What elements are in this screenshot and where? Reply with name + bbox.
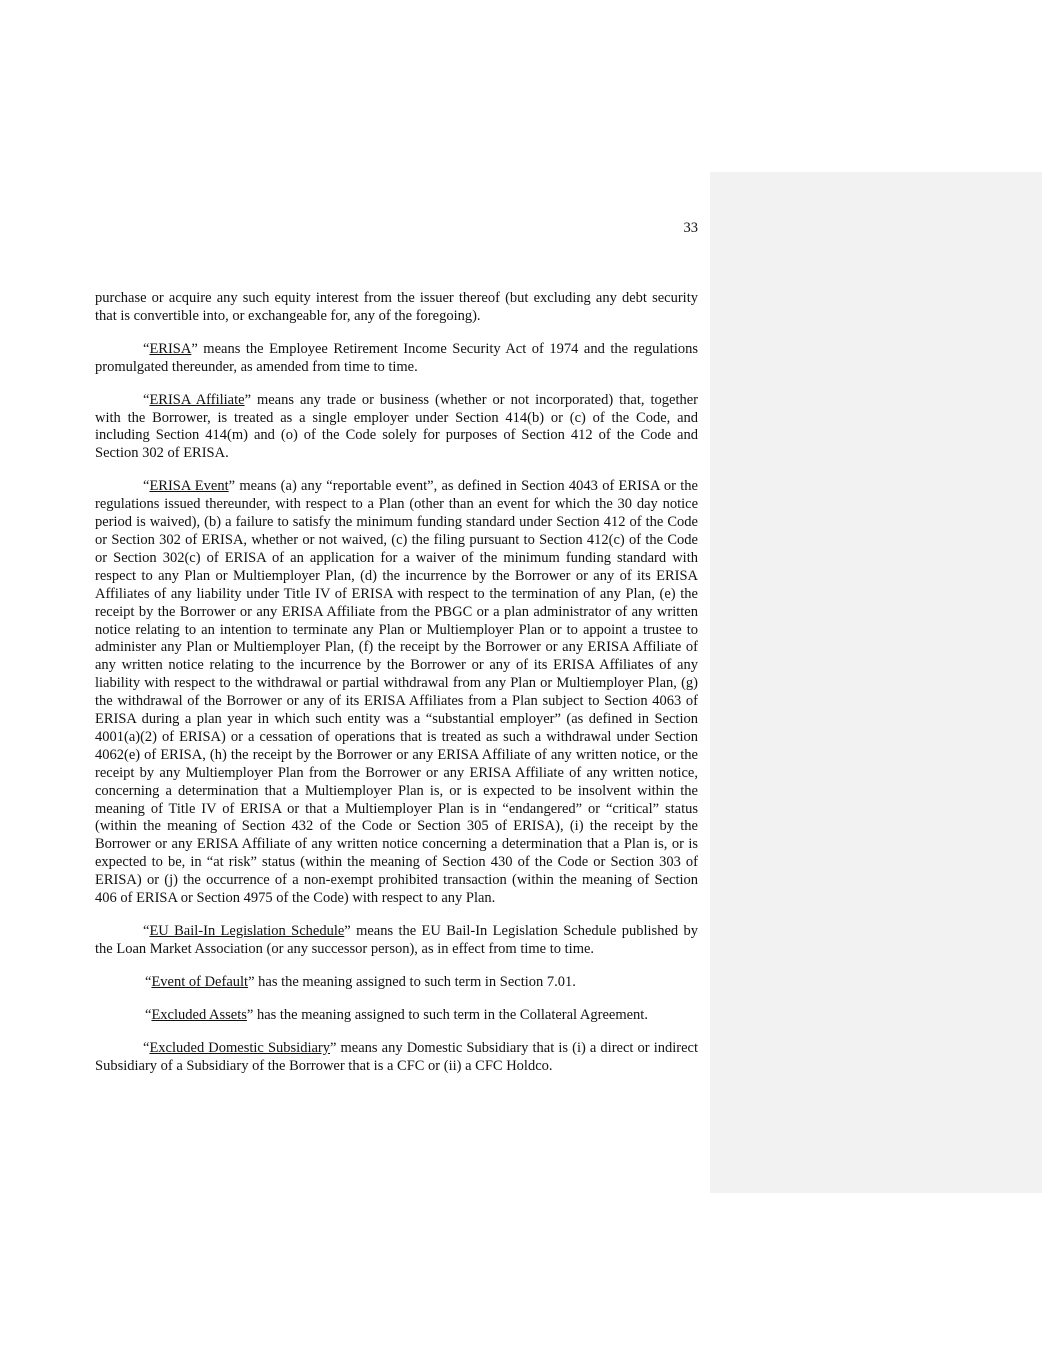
definition-text: ” means any Domestic Subsidiary that is (i) a direct or indirect Subsidiary of a Subsidiary of the Borrower that is a CFC or (ii) a CFC Holdco. (95, 1039, 698, 1074)
definition-erisa-event (95, 478, 698, 908)
definition-erisa-affiliate (95, 392, 698, 464)
definition-eu-bail-in-legislation-schedule (95, 923, 698, 959)
page-number: 33 (683, 220, 698, 236)
defined-term: ERISA Affiliate (149, 391, 245, 408)
defined-term: Excluded Domestic Subsidiary (149, 1039, 330, 1056)
definition-text: ” means the Employee Retirement Income Security Act of 1974 and the regulations promulgated thereunder, as amended from time to time. (95, 340, 698, 375)
comment-margin-pane (710, 172, 1042, 1193)
definition-text: ” means the EU Bail-In Legislation Schedule published by the Loan Market Association (or any successor person), as in effect from time to time. (95, 923, 698, 957)
defined-term: EU Bail-In Legislation Schedule (149, 923, 345, 939)
defined-term: Event of Default (151, 973, 249, 990)
defined-term: Excluded Assets (151, 1006, 247, 1023)
definition-erisa (95, 341, 698, 377)
open-quote: “ (143, 923, 150, 939)
open-quote: “ (145, 1006, 152, 1023)
paragraph-continuation (95, 290, 698, 326)
definition-text: ” has the meaning assigned to such term in the Collateral Agreement. (246, 1006, 648, 1023)
open-quote: “ (143, 340, 150, 357)
definition-event-of-default (95, 974, 698, 992)
document-body (95, 290, 698, 1090)
open-quote: “ (143, 391, 150, 408)
definition-text: ” means any trade or business (whether or not incorporated) that, together with the Borrower, is treated as a single employer under Section 414(b) or (c) of the Code, and including Section 414(m) and (o) of the Code solely for purposes of Section 412 of the Code and Section 302 of ERISA. (95, 391, 698, 462)
open-quote: “ (143, 478, 150, 495)
defined-term: ERISA (149, 340, 192, 357)
definition-text: ” means (a) any “reportable event”, as defined in Section 4043 of ERISA or the regulations issued thereunder, with respect to a Plan (other than an event for which the 30 day notice period is waived), (b) a failure to satisfy the minimum funding standard under Section 412 of the Code or Section 302 of ERISA, whether or not waived, (c) the filing pursuant to Section 412(c) of the Code or Section 302(c) of ERISA of an application for a waiver of the minimum funding standard with respect to any Plan or Multiemployer Plan, (d) the incurrence by the Borrower or any of its ERISA Affiliates of any liability under Title IV of ERISA with respect to the termination of any Plan, (e) the receipt by the Borrower or any ERISA Affiliate from the PBGC or a plan administrator of any written notice relating to an intention to terminate any Plan or Multiemployer Plan or to appoint a trustee to administer any Plan or Multiemployer Plan, (f) the receipt by the Borrower or any ERISA Affiliate of any written notice relating to the incurrence by the Borrower or any of its ERISA Affiliates of any liability with respect to the withdrawal or partial withdrawal from any Plan or Multiemployer Plan, (g) the withdrawal of the Borrower or any of its ERISA Affiliates from a Plan subject to Section 4063 of ERISA during a plan year in which such entity was a “substantial employer” (as defined in Section 4001(a)(2) of ERISA) or a cessation of operations that is treated as such a withdrawal under Section 4062(e) of ERISA, (h) the receipt by the Borrower or any ERISA Affiliate of any written notice, or the receipt by any Multiemployer Plan from the Borrower or any ERISA Affiliate of any written notice, concerning a determination that a Multiemployer Plan is, or is expected to be insolvent within the meaning of Title IV of ERISA or that a Multiemployer Plan is in “endangered” or “critical” status (within the meaning of Section 432 of the Code or Section 305 of ERISA), (i) the receipt by the Borrower or any ERISA Affiliate of any written notice concerning a determination that a Plan is, or is expected to be, in “at risk” status (within the meaning of Section 430 of the Code or Section 303 of ERISA) or (j) the occurrence of a non-exempt prohibited transaction (within the meaning of Section 406 of ERISA or Section 4975 of the Code) with respect to any Plan. (95, 478, 698, 907)
open-quote: “ (145, 973, 152, 990)
defined-term: ERISA Event (149, 478, 229, 495)
open-quote: “ (143, 1039, 150, 1056)
definition-text: purchase or acquire any such equity interest from the issuer thereof (but excluding any debt security that is convertible into, or exchangeable for, any of the foregoing). (95, 290, 698, 324)
definition-text: ” has the meaning assigned to such term in Section 7.01. (248, 973, 576, 990)
definition-excluded-domestic-subsidiary (95, 1040, 698, 1076)
definition-excluded-assets (95, 1007, 698, 1025)
